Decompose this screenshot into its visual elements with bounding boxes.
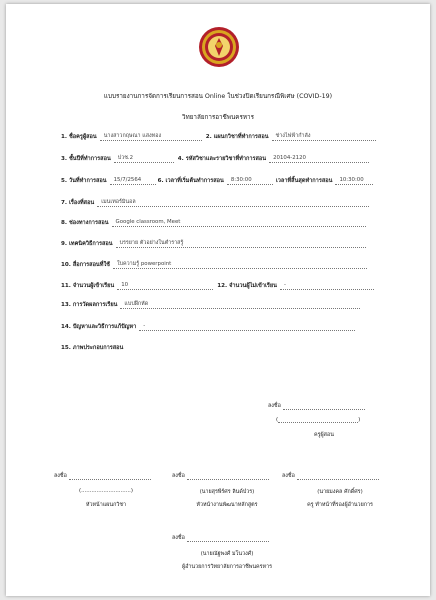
media-label: 10. สื่อการสอนที่ใช้ [61, 262, 110, 268]
head-role: หัวหน้าแผนกวิชา [85, 502, 127, 508]
teacher-signature [268, 402, 365, 410]
field-row-14 [61, 322, 355, 331]
subject-code-label: 4. รหัสวิชาและรายวิชาที่ทำการสอน [177, 156, 267, 162]
teacher-name-label: 1. ชื่อครูผู้สอน [61, 134, 97, 140]
field-row-7 [61, 198, 369, 207]
teacher-role: ครูผู้สอน [314, 432, 334, 438]
class-level-label: 3. ชั้นปีที่ทำการสอน [61, 156, 111, 162]
problems-value: - [139, 322, 355, 331]
media-value: ใบความรู้ powerpoint [113, 260, 367, 269]
department-value: ช่างไฟฟ้ากำลัง [272, 132, 376, 141]
field-row-8 [61, 218, 366, 227]
attendance-label: 11. จำนวนผู้เข้าเรียน [61, 283, 115, 289]
deputy-sign-line [297, 473, 379, 480]
teacher-name-line [276, 416, 361, 423]
evaluation-label: 13. การวัดผลการเรียน [61, 302, 118, 308]
head-name: (.............................) [79, 488, 133, 494]
deputy-sign-prefix: ลงชื่อ [282, 473, 295, 479]
problems-label: 14. ปัญหาและวิธีการแก้ปัญหา [61, 324, 137, 330]
director-signature [172, 534, 269, 542]
head-sign-prefix: ลงชื่อ [54, 473, 67, 479]
channel-label: 8. ช่องทางการสอน [61, 220, 109, 226]
college-logo-icon [198, 26, 240, 68]
field-row-9 [61, 239, 366, 248]
dept-sign-line [187, 473, 269, 480]
director-sign-prefix: ลงชื่อ [172, 535, 185, 541]
director-name: (นายณัฐพงศ์ มโนวงศ์) [200, 551, 254, 557]
class-level-value: ปวช.2 [114, 154, 174, 163]
absence-label: 12. จำนวนผู้ไม่เข้าเรียน [217, 283, 277, 289]
attendance-value: 10 [117, 281, 213, 290]
head-sign-line [69, 473, 151, 480]
college-name: วิทยาลัยการอาชีพนครหาร [182, 114, 254, 121]
topic-label: 7. เรื่องที่สอน [61, 200, 95, 206]
field-row-15 [61, 343, 123, 352]
head-signature [54, 472, 151, 480]
end-time-label: เวลาที่สิ้นสุดทำการสอน [275, 178, 333, 184]
director-sign-line [187, 535, 269, 542]
report-title: แบบรายงานการจัดการเรียนการสอน Online ในช่วงปิดเรียนกรณีพิเศษ (COVID-19) [103, 93, 333, 100]
field-row-3 [61, 176, 373, 185]
photos-label: 15. ภาพประกอบการสอน [61, 345, 124, 351]
channel-value: Google classroom, Meet [112, 218, 366, 227]
absence-value: - [280, 281, 374, 290]
director-role: ผู้อำนวยการวิทยาลัยการอาชีพนครหาร [181, 564, 273, 570]
technique-label: 9. เทคนิควิธีการสอน [61, 241, 113, 247]
field-row-13 [61, 300, 360, 309]
dept-sign-prefix: ลงชื่อ [172, 473, 185, 479]
subject-code-value: 20104-2120 [269, 154, 369, 163]
start-time-label: 6. เวลาที่เริ่มต้นทำการสอน [157, 178, 224, 184]
dept-name: (นายสุรพีร์ศร ลินด์ป่วร) [199, 489, 255, 495]
field-row-1 [61, 132, 376, 141]
evaluation-value: แบบฝึกหัด [120, 300, 360, 309]
end-time-value: 10:30:00 [335, 176, 373, 185]
field-row-2 [61, 154, 369, 163]
deputy-name: (นายมงคล ศักดิ์ศร) [317, 489, 363, 495]
technique-value: บรรยาย ตัวอย่างในตำราสรู้ [116, 239, 366, 248]
report-page [6, 4, 430, 596]
start-time-value: 8:30:00 [227, 176, 273, 185]
topic-value: เมนเทอร์มินอล [97, 198, 369, 207]
teach-date-label: 5. วันที่ทำการสอน [61, 178, 107, 184]
teacher-name-value: นางสาวกฤษณา แสงทอง [100, 132, 202, 141]
teach-date-value: 15/7/2564 [110, 176, 156, 185]
dept-signature [172, 472, 269, 480]
teacher-sign-prefix: ลงชื่อ [268, 403, 281, 409]
dept-role: หัวหน้างานพัฒนาหลักสูตร [196, 502, 258, 508]
field-row-10 [61, 260, 367, 269]
department-label: 2. แผนกวิชาที่ทำการสอน [205, 134, 269, 140]
teacher-name-paren: ( ) [276, 417, 361, 423]
deputy-role: ครู ทำหน้าที่รองผู้อำนวยการ [307, 502, 373, 508]
teacher-sign-line [283, 403, 365, 410]
field-row-11 [61, 281, 374, 290]
deputy-signature [282, 472, 379, 480]
